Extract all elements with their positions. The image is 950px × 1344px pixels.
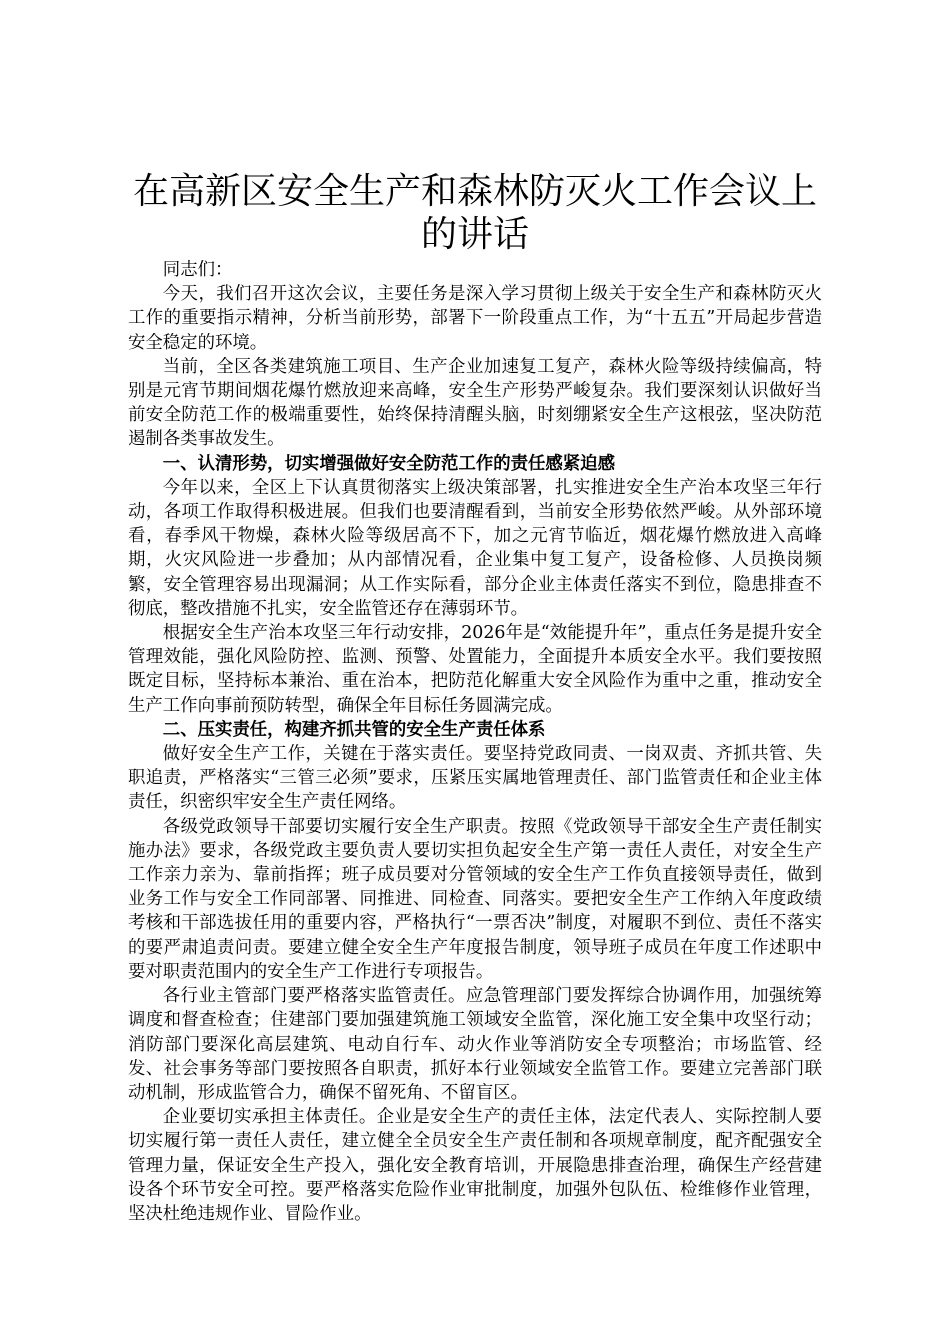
intro-paragraph: 当前，全区各类建筑施工项目、生产企业加速复工复产，森林火险等级持续偏高，特别是元宵节期间烟花爆竹燃放迎来高峰，安全生产形势严峻复杂。我们要深刻认识做好当前安全防范工作的极端重要性，始终保持清醒头脑，时刻绷紧安全生产这根弦，坚决防范遏制各类事故发生。 — [128, 356, 822, 450]
section-paragraph: 今年以来，全区上下认真贯彻落实上级决策部署，扎实推进安全生产治本攻坚三年行动，各项工作取得积极进展。但我们也要清醒看到，当前安全形势依然严峻。从外部环境看，春季风干物燥，森林火险等级居高不下，加之元宵节临近，烟花爆竹燃放进入高峰期，火灾风险进一步叠加；从内部情况看，企业集中复工复产，设备检修、人员换岗频繁，安全管理容易出现漏洞；从工作实际看，部分企业主体责任落实不到位，隐患排查不彻底，整改措施不扎实，安全监管还存在薄弱环节。 — [128, 477, 822, 619]
section-paragraph: 做好安全生产工作，关键在于落实责任。要坚持党政同责、一岗双责、齐抓共管、失职追责，严格落实“三管三必须”要求，压紧压实属地管理责任、部门监管责任和企业主体责任，织密织牢安全生产责任网络。 — [128, 744, 822, 813]
section-paragraph: 各行业主管部门要严格落实监管责任。应急管理部门要发挥综合协调作用，加强统筹调度和督查检查；住建部门要加强建筑施工领域安全监管，深化施工安全集中攻坚行动；消防部门要深化高层建筑、电动自行车、动火作业等消防安全专项整治；市场监管、经发、社会事务等部门要按照各自职责，抓好本行业领域安全监管工作。要建立完善部门联动机制，形成监管合力，确保不留死角、不留盲区。 — [128, 986, 822, 1103]
section-heading: 一、认清形势，切实增强做好安全防范工作的责任感紧迫感 — [162, 453, 615, 474]
document-title: 在高新区安全生产和森林防灭火工作会议上的讲话 — [132, 171, 817, 255]
document-page — [128, 170, 822, 1226]
intro-paragraph: 今天，我们召开这次会议，主要任务是深入学习贯彻上级关于安全生产和森林防灭火工作的重要指示精神，分析当前形势，部署下一阶段重点工作，为“十五五”开局起步营造安全稳定的环境。 — [128, 284, 822, 353]
section-paragraph: 根据安全生产治本攻坚三年行动安排，2026年是“效能提升年”，重点任务是提升安全管理效能，强化风险防控、监测、预警、处置能力，全面提升本质安全水平。我们要按照既定目标，坚持标本兼治、重在治本，把防范化解重大安全风险作为重中之重，推动安全生产工作向事前预防转型，确保全年目标任务圆满完成。 — [128, 623, 822, 716]
section-heading: 二、压实责任，构建齐抓共管的安全生产责任体系 — [162, 719, 546, 740]
section-paragraph: 各级党政领导干部要切实履行安全生产职责。按照《党政领导干部安全生产责任制实施办法》要求，各级党政主要负责人要切实担负起安全生产第一责任人责任，对安全生产工作亲力亲为、靠前指挥；班子成员要对分管领域的安全生产工作负直接领导责任，做到业务工作与安全工作同部署、同推进、同检查、同落实。要把安全生产工作纳入年度政绩考核和干部选拔任用的重要内容，严格执行“一票否决”制度，对履职不到位、责任不落实的要严肃追责问责。要建立健全安全生产年度报告制度，领导班子成员在年度工作述职中要对职责范围内的安全生产工作进行专项报告。 — [128, 816, 822, 982]
salutation: 同志们： — [162, 260, 233, 280]
section-paragraph: 企业要切实承担主体责任。企业是安全生产的责任主体，法定代表人、实际控制人要切实履行第一责任人责任，建立健全全员安全生产责任制和各项规章制度，配齐配强安全管理力量，保证安全生产投入，强化安全教育培训，开展隐患排查治理，确保生产经营建设各个环节安全可控。要严格落实危险作业审批制度，加强外包队伍、检维修作业管理，坚决杜绝违规作业、冒险作业。 — [128, 1107, 822, 1224]
